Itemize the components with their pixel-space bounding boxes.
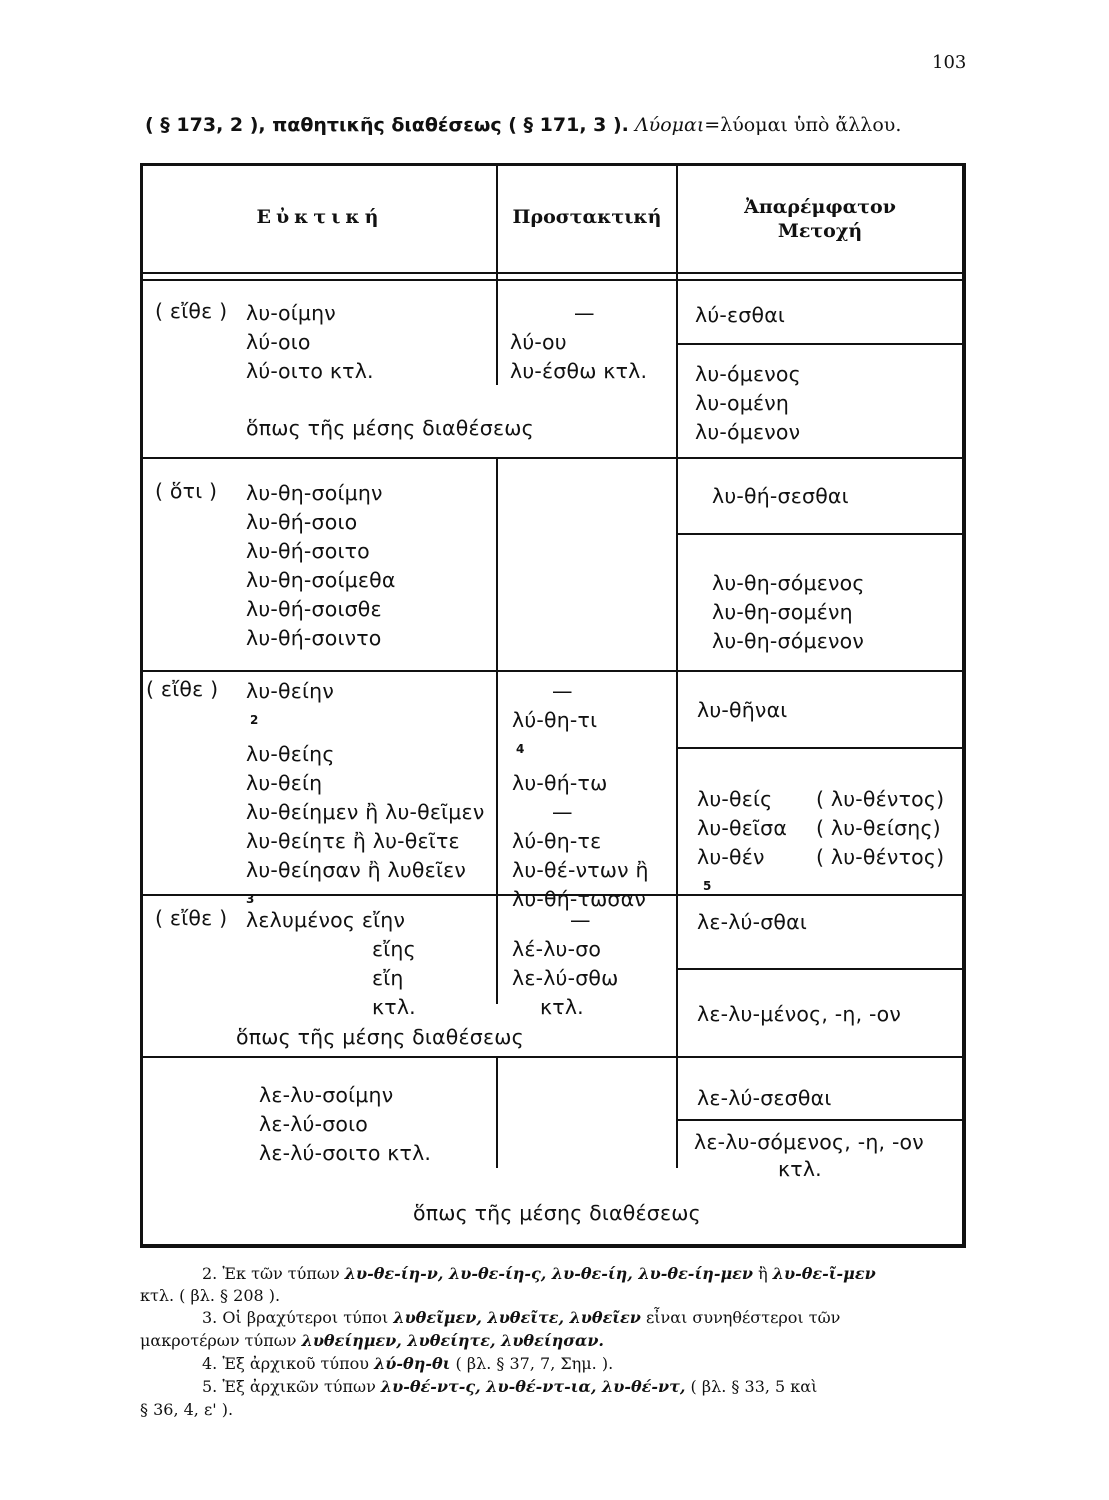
table-border-left (140, 163, 143, 1248)
footnote-2-tail: κτλ. ( βλ. § 208 ). (140, 1286, 281, 1305)
block1-part-2: λυ-ομένη (695, 391, 790, 415)
intro-part2: =λύομαι ὑπὸ ἄλλου. (704, 114, 902, 136)
block4-participle: λε-λυ-μένος, -η, -ον (697, 1002, 901, 1026)
block4-opt-3: εἴη (372, 966, 404, 990)
block3-imp-4: — (552, 799, 573, 824)
header-rule-2 (140, 279, 966, 281)
footnote-ref-5: 5 (703, 879, 712, 893)
footnote-2 (202, 1264, 876, 1283)
block1-prefix: ( εἴθε ) (155, 299, 228, 323)
footnote-2-forms: λυ-θε-ίη-ν, λυ-θε-ίη-ς, λυ-θε-ίη, λυ-θε-ίη-μεν (344, 1264, 753, 1283)
block3-opt-3: λυ-θείη (246, 770, 323, 795)
block5-opt-2: λε-λύ-σοιο (259, 1112, 369, 1136)
footnote-2-lead: 2. Ἐκ τῶν τύπων (202, 1264, 340, 1283)
block2-participle (712, 569, 865, 656)
right-col-separator-1 (676, 343, 966, 345)
block3-participle (697, 785, 787, 906)
header-rule-1 (140, 272, 966, 274)
table-border-top (140, 163, 966, 166)
footnote-5-tail: ( βλ. § 33, 5 καὶ (690, 1377, 818, 1396)
table-border-bottom (140, 1244, 966, 1248)
footnote-4-lead: 4. Ἐξ ἀρχικοῦ τύπου (202, 1354, 369, 1373)
block2-optative (246, 479, 396, 653)
block3-imp-5: λύ-θη-τε (512, 828, 602, 853)
block1-participle (695, 360, 801, 447)
header-divider-2 (676, 163, 678, 279)
block1-imperative (510, 299, 647, 386)
block2-part-3: λυ-θη-σόμενον (712, 629, 865, 653)
block1-divider-2 (676, 281, 678, 457)
block3-gen-2: ( λυ-θείσης) (816, 816, 941, 840)
block3-opt-1-text: λυ-θείην (246, 679, 334, 703)
block4-divider-1 (496, 896, 498, 1004)
intro-italic: Λύομαι (634, 114, 705, 136)
block4-imp-4: κτλ. (540, 995, 584, 1019)
intro-part1: ( § 173, 2 ), παθητικῆς διαθέσεως ( § 171, 3 ). (145, 114, 629, 136)
block2-opt-5: λυ-θή-σοισθε (246, 597, 382, 621)
block3-imperative (512, 677, 649, 914)
block3-part-3-text: λυ-θέν (697, 845, 765, 869)
block4-imp-3: λε-λύ-σθω (512, 966, 619, 990)
block4-note: ὅπως τῆς μέσης διαθέσεως (236, 1025, 524, 1049)
block3-imp-6: λυ-θέ-ντων ἢ (512, 857, 649, 882)
block5-opt-1: λε-λυ-σοίμην (259, 1083, 394, 1107)
block3-opt-6-text: λυ-θείησαν ἢ λυθεῖεν (246, 857, 467, 882)
header-infinitive: Ἀπαρέμφατον (744, 196, 896, 218)
block1-part-3: λυ-όμενον (695, 420, 801, 444)
block3-opt-5: λυ-θείητε ἢ λυ-θεῖτε (246, 828, 460, 853)
block2-divider-2 (676, 459, 678, 670)
block3-opt-4: λυ-θείημεν ἢ λυ-θεῖμεν (246, 799, 485, 824)
right-col-separator-2 (676, 533, 966, 535)
block1-opt-1: λυ-οίμην (246, 301, 336, 325)
footnote-4-form: λύ-θη-θι (374, 1354, 451, 1373)
footnote-ref-2: 2 (250, 713, 259, 727)
block2-opt-2: λυ-θή-σοιο (246, 510, 358, 534)
block3-imp-2-text: λύ-θη-τι (512, 708, 598, 732)
footnote-5-forms: λυ-θέ-ντ-ς, λυ-θέ-ντ-ια, λυ-θέ-ντ, (380, 1377, 686, 1396)
block3-imp-2 (512, 706, 649, 769)
block5-opt-3: λε-λύ-σοιτο κτλ. (259, 1141, 432, 1165)
block4-imp-2: λέ-λυ-σο (512, 937, 602, 961)
block3-optative (246, 677, 484, 919)
block1-part-1: λυ-όμενος (695, 362, 801, 386)
block1-opt-2: λύ-οιο (246, 330, 311, 354)
block1-divider-1 (496, 281, 498, 385)
block3-imp-3: λυ-θή-τω (512, 770, 608, 795)
footnote-ref-4: 4 (516, 742, 525, 756)
header-participle: Μετοχή (777, 220, 863, 242)
block1-note: ὅπως τῆς μέσης διαθέσεως (246, 416, 534, 440)
footnote-5 (202, 1377, 817, 1396)
block2-divider-1 (496, 459, 498, 670)
footnote-3-mid: εἶναι συνηθέστεροι τῶν (645, 1308, 841, 1327)
block3-gen-3: ( λυ-θέντος) (816, 845, 945, 869)
block-separator-2 (140, 670, 966, 672)
footnote-ref-3: 3 (246, 891, 255, 906)
footnote-5-lead: 5. Ἐξ ἀρχικῶν τύπων (202, 1377, 376, 1396)
block3-gen-1: ( λυ-θέντος) (816, 787, 945, 811)
block2-opt-6: λυ-θή-σοιντο (246, 626, 382, 650)
block1-imp-2: λύ-ου (510, 330, 567, 354)
block5-note: ὅπως τῆς μέσης διαθέσεως (413, 1201, 701, 1225)
block1-imp-1: — (574, 301, 595, 325)
page-number: 103 (932, 52, 967, 73)
header-imperative: Προστακτική (512, 206, 662, 228)
block4-imp-1: — (570, 908, 591, 932)
footnote-2-or: ἢ (758, 1264, 768, 1283)
block4-opt-2: εἴης (372, 937, 416, 961)
block4-opt-4: κτλ. (372, 995, 416, 1019)
block2-opt-1: λυ-θη-σοίμην (246, 481, 383, 505)
footnote-3-line2-text: μακροτέρων τύπων (140, 1331, 297, 1350)
right-col-separator-3 (676, 747, 966, 749)
block5-optative (259, 1081, 431, 1168)
block1-opt-3: λύ-οιτο κτλ. (246, 359, 374, 383)
footnote-3-forms2: λυθείημεν, λυθείητε, λυθείησαν. (301, 1331, 604, 1350)
block3-infinitive: λυ-θῆναι (697, 698, 788, 722)
block3-divider-2 (676, 672, 678, 894)
block5-divider-1 (496, 1058, 498, 1168)
right-col-separator-4 (676, 968, 966, 970)
block3-imp-7: λυ-θή-τωσαν (512, 886, 646, 911)
block2-infinitive: λυ-θή-σεσθαι (712, 484, 849, 508)
block3-part-2: λυ-θεῖσα (697, 816, 788, 840)
block3-opt-2: λυ-θείης (246, 741, 335, 766)
block4-prefix: ( εἴθε ) (155, 906, 228, 930)
footnote-3-forms: λυθεῖμεν, λυθεῖτε, λυθεῖεν (393, 1308, 641, 1327)
block1-infinitive: λύ-εσθαι (695, 303, 786, 327)
table-border-right (962, 163, 966, 1248)
footnote-3 (202, 1308, 840, 1327)
block1-optative (246, 299, 374, 386)
block5-divider-2 (676, 1058, 678, 1168)
footnote-4 (202, 1354, 613, 1373)
block5-participle-etc: κτλ. (778, 1157, 822, 1181)
block3-imp-1: — (552, 679, 573, 703)
block4-infinitive: λε-λύ-σθαι (697, 910, 807, 934)
block5-participle: λε-λυ-σόμενος, -η, -ον (694, 1130, 924, 1154)
right-col-separator-5 (676, 1119, 966, 1121)
block3-part-1: λυ-θείς (697, 787, 773, 811)
block3-participle-genitive (816, 785, 944, 872)
block4-opt-1: λελυμένος εἴην (246, 908, 406, 932)
block2-prefix: ( ὅτι ) (155, 479, 218, 503)
footnote-5-line2: § 36, 4, ε' ). (140, 1400, 234, 1419)
footnote-3-line2 (140, 1331, 604, 1350)
block3-prefix: ( εἴθε ) (146, 677, 219, 701)
block2-part-1: λυ-θη-σόμενος (712, 571, 865, 595)
block4-imperative (512, 906, 619, 1022)
block-separator-4 (140, 1056, 966, 1058)
block3-part-3 (697, 843, 787, 906)
block4-divider-2 (676, 896, 678, 1056)
block4-optative (246, 906, 416, 1022)
header-optative: Εὐκτική (256, 206, 384, 228)
block2-part-2: λυ-θη-σομένη (712, 600, 853, 624)
intro-line (145, 114, 901, 136)
block-separator-1 (140, 457, 966, 459)
block2-opt-3: λυ-θή-σοιτο (246, 539, 370, 563)
footnote-3-lead: 3. Οἱ βραχύτεροι τύποι (202, 1308, 389, 1327)
block5-infinitive: λε-λύ-σεσθαι (697, 1086, 832, 1110)
block2-opt-4: λυ-θη-σοίμεθα (246, 568, 396, 592)
footnote-2-form2: λυ-θε-ῖ-μεν (772, 1264, 876, 1283)
block3-opt-1 (246, 677, 484, 740)
block3-divider-1 (496, 672, 498, 894)
footnote-4-tail: ( βλ. § 37, 7, Σημ. ). (455, 1354, 614, 1373)
block1-imp-3: λυ-έσθω κτλ. (510, 359, 648, 383)
